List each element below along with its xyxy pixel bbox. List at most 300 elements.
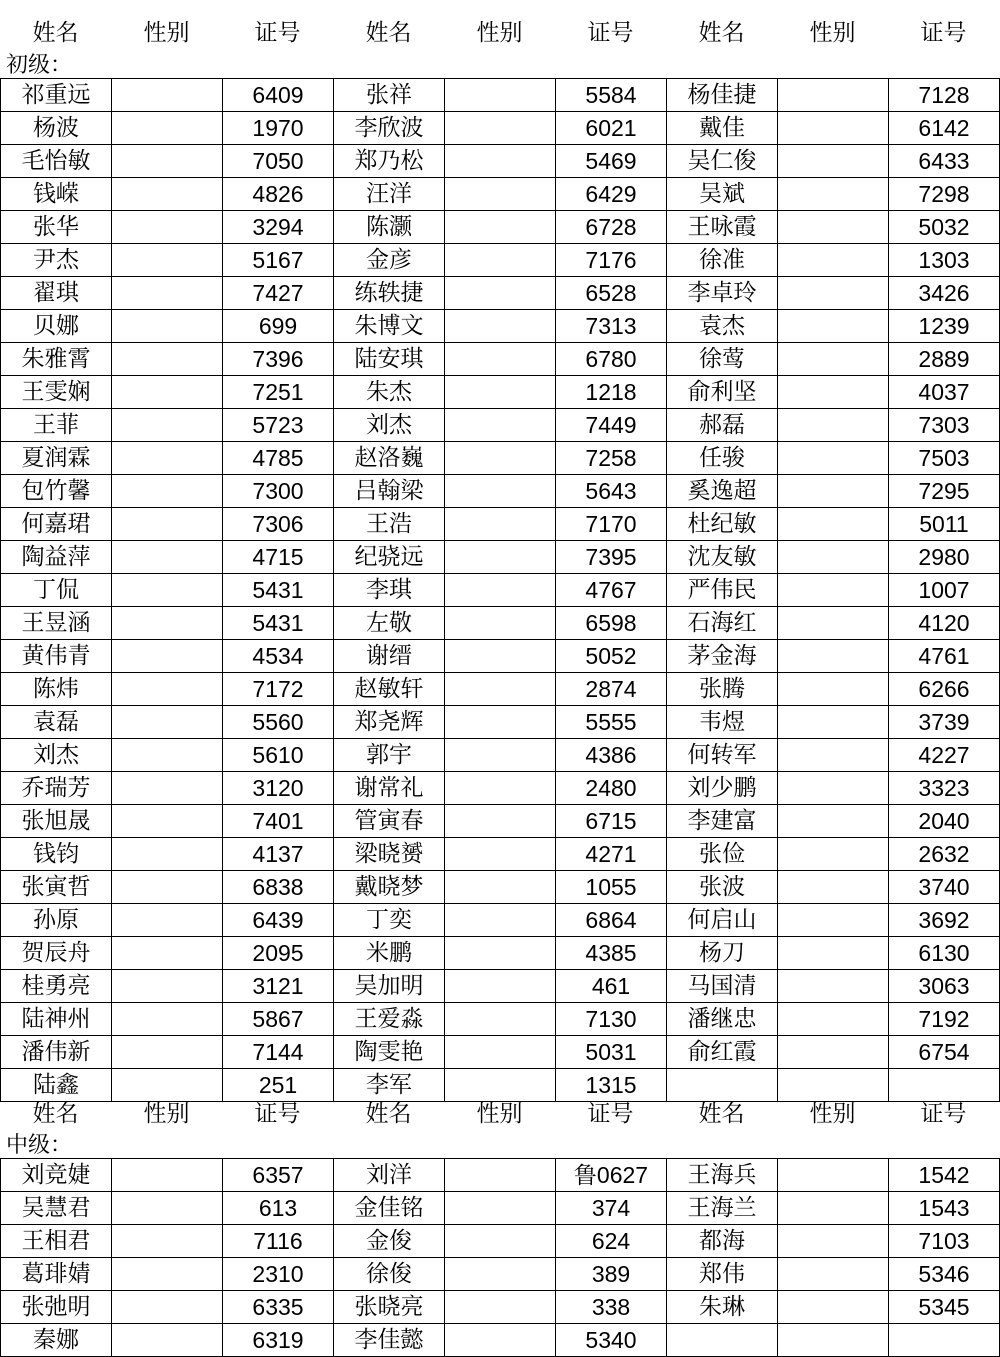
gender-cell: [445, 805, 556, 838]
gender-cell: [112, 871, 223, 904]
name-cell: 戴晓梦: [334, 871, 445, 904]
gender-cell: [445, 178, 556, 211]
gender-cell: [112, 1192, 223, 1225]
cert-cell: 7427: [223, 277, 334, 310]
cert-cell: 7251: [223, 376, 334, 409]
cert-cell: 6728: [556, 211, 667, 244]
gender-cell: [778, 1291, 889, 1324]
name-cell: 李琪: [334, 574, 445, 607]
name-cell: 徐准: [667, 244, 778, 277]
name-cell: 陈炜: [1, 673, 112, 706]
name-cell: 韦煜: [667, 706, 778, 739]
cert-cell: 6319: [223, 1324, 334, 1357]
table-row: [1, 244, 1000, 277]
cert-cell: 7103: [889, 1225, 1000, 1258]
gender-cell: [778, 607, 889, 640]
cert-cell: 6838: [223, 871, 334, 904]
name-cell: 祁重远: [1, 79, 112, 112]
cert-cell: 6266: [889, 673, 1000, 706]
cert-cell: 1055: [556, 871, 667, 904]
gender-cell: [778, 211, 889, 244]
name-cell: 王昱涵: [1, 607, 112, 640]
table-row: [1, 673, 1000, 706]
cert-cell: 2095: [223, 937, 334, 970]
cert-cell: 7503: [889, 442, 1000, 475]
table-row: [1, 970, 1000, 1003]
gender-cell: [778, 475, 889, 508]
gender-cell: [112, 970, 223, 1003]
name-cell: 王浩: [334, 508, 445, 541]
gender-cell: [445, 541, 556, 574]
gender-cell: [112, 79, 223, 112]
name-cell: 李建富: [667, 805, 778, 838]
name-cell: 练轶捷: [334, 277, 445, 310]
gender-cell: [445, 871, 556, 904]
name-cell: 何嘉珺: [1, 508, 112, 541]
name-cell: 钱嵘: [1, 178, 112, 211]
cert-cell: 2632: [889, 838, 1000, 871]
gender-cell: [445, 970, 556, 1003]
gender-cell: [778, 541, 889, 574]
junior-roster-table: [0, 78, 1000, 1102]
name-cell: 徐俊: [334, 1258, 445, 1291]
cert-cell: 5340: [556, 1324, 667, 1357]
gender-cell: [445, 739, 556, 772]
gender-cell: [112, 805, 223, 838]
cert-cell: 1303: [889, 244, 1000, 277]
table-row: [1, 211, 1000, 244]
cert-cell: 7395: [556, 541, 667, 574]
name-cell: 王爱淼: [334, 1003, 445, 1036]
cert-cell: 7298: [889, 178, 1000, 211]
name-cell: 翟琪: [1, 277, 112, 310]
name-cell: 金彦: [334, 244, 445, 277]
cert-cell: 5643: [556, 475, 667, 508]
gender-cell: [778, 1003, 889, 1036]
name-cell: 吴加明: [334, 970, 445, 1003]
cert-cell: 7116: [223, 1225, 334, 1258]
cert-cell: 338: [556, 1291, 667, 1324]
name-cell: 潘继忠: [667, 1003, 778, 1036]
name-cell: 陆鑫: [1, 1069, 112, 1102]
table-row: [1, 640, 1000, 673]
name-cell: 任骏: [667, 442, 778, 475]
cert-cell: 6021: [556, 112, 667, 145]
name-cell: 茅金海: [667, 640, 778, 673]
name-cell: 郑伟: [667, 1258, 778, 1291]
cert-cell: 3063: [889, 970, 1000, 1003]
cert-cell: 5431: [223, 574, 334, 607]
name-cell: 朱博文: [334, 310, 445, 343]
cert-cell: 5345: [889, 1291, 1000, 1324]
cert-cell: 7130: [556, 1003, 667, 1036]
gender-cell: [445, 79, 556, 112]
cert-cell: 4037: [889, 376, 1000, 409]
col-header-gender-1: 性别: [143, 1101, 190, 1127]
gender-cell: [112, 310, 223, 343]
gender-cell: [112, 706, 223, 739]
name-cell: 赵敏轩: [334, 673, 445, 706]
cert-cell: 4271: [556, 838, 667, 871]
gender-cell: [445, 607, 556, 640]
gender-cell: [112, 1159, 223, 1192]
name-cell: 左敬: [334, 607, 445, 640]
cert-cell: 251: [223, 1069, 334, 1102]
gender-cell: [778, 178, 889, 211]
name-cell: 沈友敏: [667, 541, 778, 574]
cert-cell: 5560: [223, 706, 334, 739]
cert-cell: 2480: [556, 772, 667, 805]
cert-cell: 3739: [889, 706, 1000, 739]
table-row: [1, 805, 1000, 838]
name-cell: 严伟民: [667, 574, 778, 607]
cert-cell: 5867: [223, 1003, 334, 1036]
name-cell: 石海红: [667, 607, 778, 640]
cert-cell: 6409: [223, 79, 334, 112]
name-cell: 徐莺: [667, 343, 778, 376]
gender-cell: [112, 1036, 223, 1069]
gender-cell: [445, 277, 556, 310]
cert-cell: 5032: [889, 211, 1000, 244]
name-cell: 刘杰: [1, 739, 112, 772]
table-row: [1, 475, 1000, 508]
name-cell: 杜纪敏: [667, 508, 778, 541]
gender-cell: [778, 277, 889, 310]
cert-cell: 3120: [223, 772, 334, 805]
gender-cell: [112, 838, 223, 871]
gender-cell: [112, 1258, 223, 1291]
name-cell: 张弛明: [1, 1291, 112, 1324]
name-cell: 李军: [334, 1069, 445, 1102]
cert-cell: 6598: [556, 607, 667, 640]
gender-cell: [778, 904, 889, 937]
name-cell: 孙原: [1, 904, 112, 937]
gender-cell: [112, 574, 223, 607]
name-cell: 俞利坚: [667, 376, 778, 409]
gender-cell: [112, 244, 223, 277]
cert-cell: 6335: [223, 1291, 334, 1324]
name-cell: 王菲: [1, 409, 112, 442]
gender-cell: [112, 739, 223, 772]
cert-cell: 3740: [889, 871, 1000, 904]
name-cell: 袁磊: [1, 706, 112, 739]
cert-cell: 4534: [223, 640, 334, 673]
table-row: [1, 772, 1000, 805]
table-row: [1, 508, 1000, 541]
gender-cell: [112, 1324, 223, 1357]
name-cell: 潘伟新: [1, 1036, 112, 1069]
cert-cell: 7396: [223, 343, 334, 376]
gender-cell: [445, 1324, 556, 1357]
table-row: [1, 706, 1000, 739]
cert-cell: 4761: [889, 640, 1000, 673]
name-cell: 陶雯艳: [334, 1036, 445, 1069]
gender-cell: [445, 772, 556, 805]
gender-cell: [778, 970, 889, 1003]
name-cell: 王海兵: [667, 1159, 778, 1192]
name-cell: 陆神州: [1, 1003, 112, 1036]
gender-cell: [778, 244, 889, 277]
gender-cell: [778, 508, 889, 541]
name-cell: 张腾: [667, 673, 778, 706]
gender-cell: [778, 871, 889, 904]
name-cell: 包竹馨: [1, 475, 112, 508]
col-header-gender-2: 性别: [476, 1101, 523, 1127]
gender-cell: [778, 343, 889, 376]
cert-cell: 7176: [556, 244, 667, 277]
name-cell: 王雯娴: [1, 376, 112, 409]
cert-cell: 7128: [889, 79, 1000, 112]
name-cell: 刘洋: [334, 1159, 445, 1192]
name-cell: 刘竞婕: [1, 1159, 112, 1192]
name-cell: 刘少鹏: [667, 772, 778, 805]
cert-cell: 2310: [223, 1258, 334, 1291]
cert-cell: 7401: [223, 805, 334, 838]
col-header-gender-3: 性别: [809, 20, 856, 46]
name-cell: 郑乃松: [334, 145, 445, 178]
table-row: [1, 1258, 1000, 1291]
gender-cell: [112, 475, 223, 508]
gender-cell: [112, 409, 223, 442]
cert-cell: 2980: [889, 541, 1000, 574]
name-cell: 金佳铭: [334, 1192, 445, 1225]
cert-cell: 5584: [556, 79, 667, 112]
table-row: [1, 541, 1000, 574]
cert-cell: 613: [223, 1192, 334, 1225]
cert-cell: 5431: [223, 607, 334, 640]
col-header-name-2: 姓名: [365, 20, 412, 46]
cert-cell: 6142: [889, 112, 1000, 145]
table-row: [1, 1003, 1000, 1036]
gender-cell: [445, 1258, 556, 1291]
table-row: [1, 1192, 1000, 1225]
header-row-junior: [0, 16, 1000, 50]
cert-cell: 1543: [889, 1192, 1000, 1225]
name-cell: 夏润霖: [1, 442, 112, 475]
gender-cell: [445, 1003, 556, 1036]
cert-cell: 699: [223, 310, 334, 343]
cert-cell: 3692: [889, 904, 1000, 937]
table-row: [1, 1291, 1000, 1324]
name-cell: 吴仁俊: [667, 145, 778, 178]
table-row: [1, 739, 1000, 772]
gender-cell: [112, 904, 223, 937]
name-cell: 吴斌: [667, 178, 778, 211]
name-cell: 朱雅霄: [1, 343, 112, 376]
gender-cell: [778, 1225, 889, 1258]
cert-cell: 1970: [223, 112, 334, 145]
name-cell: 郑尧辉: [334, 706, 445, 739]
name-cell: 王相君: [1, 1225, 112, 1258]
cert-cell: 2874: [556, 673, 667, 706]
cert-cell: 5011: [889, 508, 1000, 541]
name-cell: 毛怡敏: [1, 145, 112, 178]
gender-cell: [445, 376, 556, 409]
gender-cell: [445, 937, 556, 970]
gender-cell: [778, 805, 889, 838]
gender-cell: [445, 640, 556, 673]
table-row: [1, 343, 1000, 376]
gender-cell: [445, 244, 556, 277]
cert-cell: 5346: [889, 1258, 1000, 1291]
col-header-cert-3: 证号: [920, 20, 967, 46]
table-row: [1, 79, 1000, 112]
table-row: [1, 904, 1000, 937]
cert-cell: 5723: [223, 409, 334, 442]
cert-cell: 624: [556, 1225, 667, 1258]
name-cell: 张寅哲: [1, 871, 112, 904]
name-cell: 刘杰: [334, 409, 445, 442]
col-header-gender-3: 性别: [809, 1101, 856, 1127]
gender-cell: [778, 640, 889, 673]
gender-cell: [778, 310, 889, 343]
gender-cell: [778, 673, 889, 706]
name-cell: 钱钧: [1, 838, 112, 871]
table-row: [1, 112, 1000, 145]
table-row: [1, 145, 1000, 178]
table-row: [1, 1159, 1000, 1192]
cert-cell: 5031: [556, 1036, 667, 1069]
gender-cell: [778, 838, 889, 871]
name-cell: 何转军: [667, 739, 778, 772]
cert-cell: 7192: [889, 1003, 1000, 1036]
name-cell: 张祥: [334, 79, 445, 112]
gender-cell: [778, 1324, 889, 1357]
gender-cell: [112, 145, 223, 178]
cert-cell: 7300: [223, 475, 334, 508]
gender-cell: [778, 574, 889, 607]
col-header-cert-2: 证号: [587, 1101, 634, 1127]
cert-cell: 6433: [889, 145, 1000, 178]
gender-cell: [445, 706, 556, 739]
gender-cell: [112, 178, 223, 211]
name-cell: 桂勇亮: [1, 970, 112, 1003]
cert-cell: 7144: [223, 1036, 334, 1069]
gender-cell: [445, 442, 556, 475]
cert-cell: 2889: [889, 343, 1000, 376]
name-cell: 张旭晟: [1, 805, 112, 838]
gender-cell: [778, 79, 889, 112]
name-cell: 吕翰梁: [334, 475, 445, 508]
name-cell: 谢常礼: [334, 772, 445, 805]
cert-cell: 6439: [223, 904, 334, 937]
name-cell: 郝磊: [667, 409, 778, 442]
name-cell: 何启山: [667, 904, 778, 937]
gender-cell: [445, 904, 556, 937]
table-row: [1, 409, 1000, 442]
gender-cell: [445, 211, 556, 244]
gender-cell: [112, 277, 223, 310]
cert-cell: 6864: [556, 904, 667, 937]
gender-cell: [778, 772, 889, 805]
name-cell: 都海: [667, 1225, 778, 1258]
table-row: [1, 1036, 1000, 1069]
table-row: [1, 607, 1000, 640]
col-header-cert-2: 证号: [587, 20, 634, 46]
cert-cell: 6754: [889, 1036, 1000, 1069]
name-cell: 陈灏: [334, 211, 445, 244]
gender-cell: [112, 937, 223, 970]
name-cell: 米鹏: [334, 937, 445, 970]
gender-cell: [112, 343, 223, 376]
gender-cell: [112, 640, 223, 673]
name-cell: 乔瑞芳: [1, 772, 112, 805]
name-cell: [667, 1324, 778, 1357]
cert-cell: 461: [556, 970, 667, 1003]
name-cell: 李卓玲: [667, 277, 778, 310]
table-row: [1, 1324, 1000, 1357]
cert-cell: 5469: [556, 145, 667, 178]
gender-cell: [112, 541, 223, 574]
gender-cell: [445, 1291, 556, 1324]
gender-cell: [112, 1291, 223, 1324]
cert-cell: 7258: [556, 442, 667, 475]
name-cell: 吴慧君: [1, 1192, 112, 1225]
gender-cell: [778, 442, 889, 475]
cert-cell: 1315: [556, 1069, 667, 1102]
table-row: [1, 1225, 1000, 1258]
cert-cell: 1542: [889, 1159, 1000, 1192]
cert-cell: 7050: [223, 145, 334, 178]
gender-cell: [445, 574, 556, 607]
name-cell: 李欣波: [334, 112, 445, 145]
table-row: [1, 277, 1000, 310]
cert-cell: 4385: [556, 937, 667, 970]
name-cell: 纪骁远: [334, 541, 445, 574]
gender-cell: [445, 1159, 556, 1192]
name-cell: 管寅春: [334, 805, 445, 838]
cert-cell: 374: [556, 1192, 667, 1225]
gender-cell: [112, 673, 223, 706]
cert-cell: 4785: [223, 442, 334, 475]
cert-cell: 3121: [223, 970, 334, 1003]
cert-cell: 4386: [556, 739, 667, 772]
name-cell: 李佳懿: [334, 1324, 445, 1357]
col-header-cert-1: 证号: [254, 20, 301, 46]
cert-cell: 3294: [223, 211, 334, 244]
cert-cell: 3323: [889, 772, 1000, 805]
cert-cell: 6130: [889, 937, 1000, 970]
cert-cell: 5052: [556, 640, 667, 673]
col-header-name-3: 姓名: [698, 20, 745, 46]
name-cell: 王咏霞: [667, 211, 778, 244]
gender-cell: [112, 112, 223, 145]
name-cell: 郭宇: [334, 739, 445, 772]
gender-cell: [778, 706, 889, 739]
name-cell: 王海兰: [667, 1192, 778, 1225]
name-cell: 朱杰: [334, 376, 445, 409]
gender-cell: [445, 1225, 556, 1258]
name-cell: 戴佳: [667, 112, 778, 145]
cert-cell: 7313: [556, 310, 667, 343]
gender-cell: [445, 145, 556, 178]
gender-cell: [112, 1003, 223, 1036]
name-cell: 葛琲婧: [1, 1258, 112, 1291]
name-cell: 俞红霞: [667, 1036, 778, 1069]
gender-cell: [778, 145, 889, 178]
cert-cell: 4826: [223, 178, 334, 211]
gender-cell: [445, 1036, 556, 1069]
table-row: [1, 838, 1000, 871]
gender-cell: [445, 1192, 556, 1225]
cert-cell: 5610: [223, 739, 334, 772]
name-cell: 奚逸超: [667, 475, 778, 508]
cert-cell: 6357: [223, 1159, 334, 1192]
gender-cell: [112, 442, 223, 475]
col-header-cert-1: 证号: [254, 1101, 301, 1127]
name-cell: 赵洛巍: [334, 442, 445, 475]
col-header-gender-1: 性别: [143, 20, 190, 46]
